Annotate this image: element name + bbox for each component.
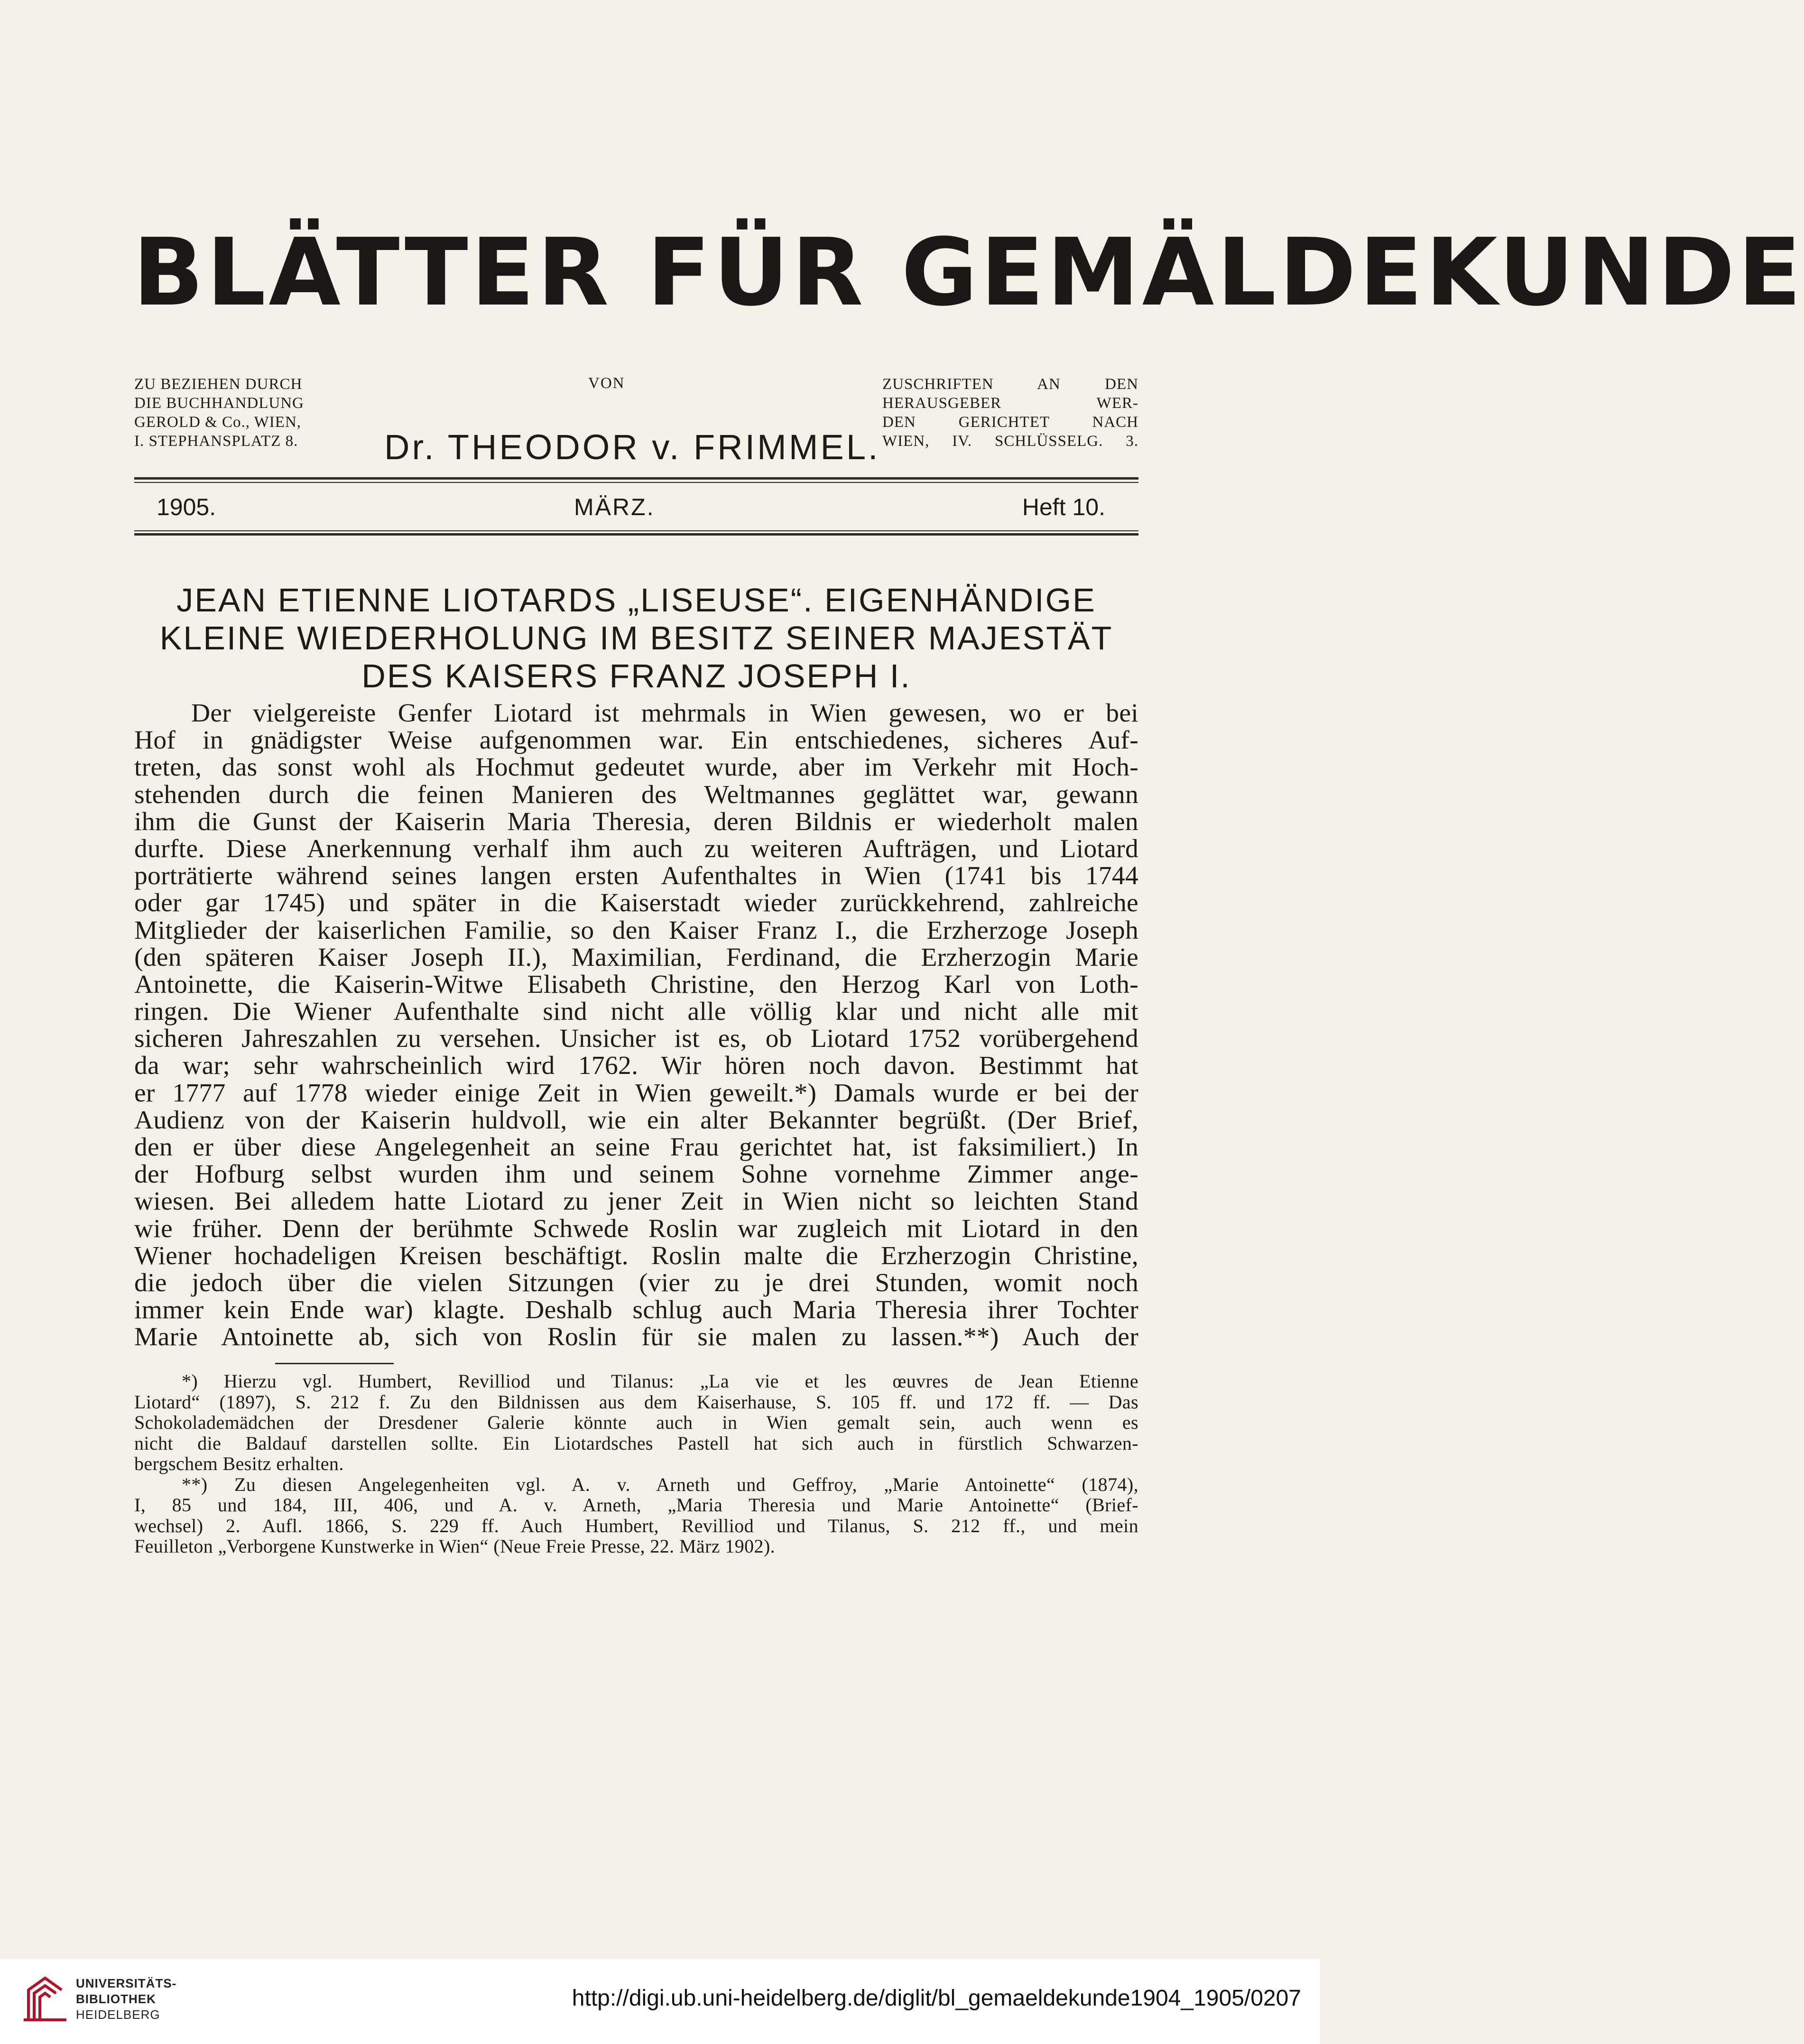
article-body xyxy=(134,700,1138,1351)
publisher-info-line: GEROLD & Co., WIEN, xyxy=(134,414,302,431)
body-line: Marie Antoinette ab, sich von Roslin für sie malen zu lassen.**) Auch der xyxy=(134,1323,1138,1352)
dateline-issue: Heft 10. xyxy=(1022,494,1105,520)
footnote-line: bergschem Besitz erhalten. xyxy=(134,1453,344,1474)
header-rule-top-thin xyxy=(134,482,1138,483)
header-rule-bottom-thin xyxy=(134,530,1138,531)
source-url[interactable]: http://digi.ub.uni-heidelberg.de/diglit/bl_gemaeldekunde1904_1905/0207 xyxy=(572,1986,1301,2011)
body-line: (den späteren Kaiser Joseph II.), Maximilian, Ferdinand, die Erzherzogin Marie xyxy=(134,943,1138,972)
body-line: die jedoch über die vielen Sitzungen (vier zu je drei Stunden, womit noch xyxy=(134,1268,1138,1297)
article-title-line: JEAN ETIENNE LIOTARDS „LISEUSE“. EIGENHÄNDIGE xyxy=(176,582,1096,619)
footnote-line: *) Hierzu vgl. Humbert, Revilliod und Tilanus: „La vie et les œuvres de Jean Etienne xyxy=(182,1370,1138,1392)
library-name-line: HEIDELBERG xyxy=(76,2007,160,2022)
body-line: stehenden durch die feinen Manieren des Weltmannes geglättet war, gewann xyxy=(134,780,1138,809)
publisher-info-line: DIE BUCHHANDLUNG xyxy=(134,395,304,412)
correspondence-info-line: DEN GERICHTET NACH xyxy=(882,414,1138,431)
correspondence-info xyxy=(882,375,1138,451)
article-title-line: DES KAISERS FRANZ JOSEPH I. xyxy=(361,657,911,694)
article-title-line: KLEINE WIEDERHOLUNG IM BESITZ SEINER MAJESTÄT xyxy=(159,620,1113,657)
footnote-line: Schokolademädchen der Dresdener Galerie könnte auch in Wien gemalt sein, auch wenn es xyxy=(134,1412,1138,1433)
publisher-info xyxy=(134,375,381,451)
journal-title: BLÄTTER FÜR GEMÄLDEKUNDE xyxy=(133,219,1804,327)
footnote-line: **) Zu diesen Angelegenheiten vgl. A. v. Arneth und Geffroy, „Marie Antoinette“ (1874), xyxy=(182,1473,1138,1495)
body-line: er 1777 auf 1778 wieder einige Zeit in Wien geweilt.*) Damals wurde er bei der xyxy=(134,1078,1138,1108)
footnote-line: Feuilleton „Verborgene Kunstwerke in Wien“ (Neue Freie Presse, 22. März 1902). xyxy=(134,1535,776,1557)
editor-name: Dr. THEODOR v. FRIMMEL. xyxy=(384,427,880,467)
body-line: oder gar 1745) und später in die Kaiserstadt wieder zurückkehrend, zahlreiche xyxy=(134,888,1138,918)
article-title xyxy=(134,581,1138,695)
dateline-month: MÄRZ. xyxy=(574,494,655,520)
body-line: den er über diese Angelegenheit an seine Frau gerichtet hat, ist faksimiliert.) In xyxy=(134,1133,1138,1162)
body-line: wiesen. Bei alledem hatte Liotard zu jener Zeit in Wien nicht so leichten Stand xyxy=(134,1187,1138,1216)
body-line: Wiener hochadeligen Kreisen beschäftigt. Roslin malte die Erzherzogin Christine, xyxy=(134,1241,1138,1270)
correspondence-info-line: WIEN, IV. SCHLÜSSELG. 3. xyxy=(882,433,1138,450)
body-line: ringen. Die Wiener Aufenthalte sind nicht alle völlig klar und nicht alle mit xyxy=(134,997,1138,1027)
body-line: porträtierte während seines langen ersten Aufenthaltes in Wien (1741 bis 1744 xyxy=(134,861,1138,891)
body-line: durfte. Diese Anerkennung verhalf ihm auch zu weiteren Aufträgen, und Liotard xyxy=(134,834,1138,863)
body-line: sicheren Jahreszahlen zu versehen. Unsicher ist es, ob Liotard 1752 vorübergehend xyxy=(134,1024,1138,1054)
footnote-line: wechsel) 2. Aufl. 1866, S. 229 ff. Auch Humbert, Revilliod und Tilanus, S. 212 ff., und mein xyxy=(134,1515,1138,1536)
footnote-separator xyxy=(275,1363,394,1364)
correspondence-info-line: HERAUSGEBER WER- xyxy=(882,395,1138,412)
body-line: der Hofburg selbst wurden ihm und seinem Sohne vornehme Zimmer ange- xyxy=(134,1160,1138,1189)
header-rule-bottom-thick xyxy=(134,533,1138,536)
footnote-line: nicht die Baldauf darstellen sollte. Ein Liotardsches Pastell hat sich auch in fürstlich Schwarzen- xyxy=(134,1432,1138,1454)
publisher-info-line: ZU BEZIEHEN DURCH xyxy=(134,376,303,393)
header-rule-top-thick xyxy=(134,477,1138,480)
dateline xyxy=(157,493,1105,527)
body-line: Antoinette, die Kaiserin-Witwe Elisabeth Christine, den Herzog Karl von Loth- xyxy=(134,970,1138,999)
body-line: Audienz von der Kaiserin huldvoll, wie ein alter Bekannter begrüßt. (Der Brief, xyxy=(134,1105,1138,1135)
library-name xyxy=(76,1976,176,2023)
body-line: ihm die Gunst der Kaiserin Maria Theresia, deren Bildnis er wiederholt malen xyxy=(134,807,1138,836)
publisher-info-line: I. STEPHANSPLATZ 8. xyxy=(134,433,298,450)
body-line: wie früher. Denn der berühmte Schwede Roslin war zugleich mit Liotard in den xyxy=(134,1214,1138,1243)
footnote-line: I, 85 und 184, III, 406, und A. v. Arneth, „Maria Theresia und Marie Antoinette“ (Brief- xyxy=(134,1494,1138,1516)
body-line: immer kein Ende war) klagte. Deshalb schlug auch Maria Theresia ihrer Tochter xyxy=(134,1295,1138,1325)
footnote-line: Liotard“ (1897), S. 212 f. Zu den Bildnissen aus dem Kaiserhause, S. 105 ff. und 172 ff. — Das xyxy=(134,1391,1138,1413)
library-name-line: UNIVERSITÄTS- xyxy=(76,1976,177,1990)
body-line: Der vielgereiste Genfer Liotard ist mehrmals in Wien gewesen, wo er bei xyxy=(191,699,1138,728)
body-line: Mitglieder der kaiserlichen Familie, so den Kaiser Franz I., die Erzherzoge Joseph xyxy=(134,916,1138,945)
library-name-line: BIBLIOTHEK xyxy=(76,1992,156,2006)
body-line: da war; sehr wahrscheinlich wird 1762. Wir hören noch davon. Bestimmt hat xyxy=(134,1051,1138,1081)
body-line: Hof in gnädigster Weise aufgenommen war. Ein entschiedenes, sicheres Auf- xyxy=(134,726,1138,755)
footnotes xyxy=(134,1371,1138,1557)
dateline-year: 1905. xyxy=(157,494,216,520)
correspondence-info-line: ZUSCHRIFTEN AN DEN xyxy=(882,376,1138,393)
von-label: VON xyxy=(588,375,625,392)
body-line: treten, das sonst wohl als Hochmut gedeutet wurde, aber im Verkehr mit Hoch- xyxy=(134,753,1138,782)
university-library-logo-icon xyxy=(19,1973,71,2026)
